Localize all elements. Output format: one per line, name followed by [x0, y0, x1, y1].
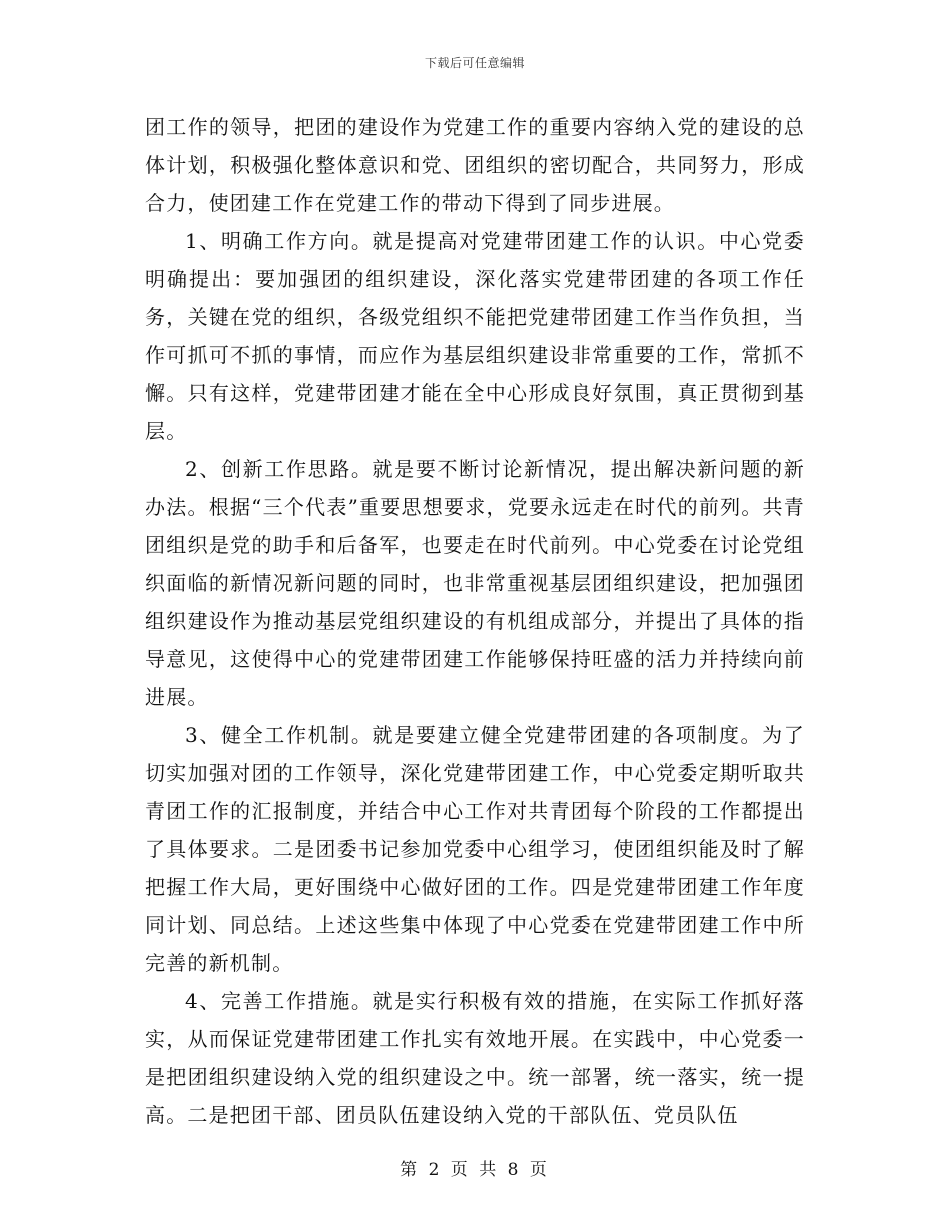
paragraph-work-direction: 1、明确工作方向。就是提高对党建带团建工作的认识。中心党委明确提出：要加强团的组织建设，深化落实党建带团建的各项工作任务，关键在党的组织，各级党组织不能把党建带团建工作当作负担，当作可抓可不抓的事情，而应作为基层组织建设非常重要的工作，常抓不懈。只有这样，党建带团建才能在全中心形成良好氛围，真正贯彻到基层。: [145, 229, 805, 443]
paragraph-work-mechanism: 3、健全工作机制。就是要建立健全党建带团建的各项制度。为了切实加强对团的工作领导，深化党建带团建工作，中心党委定期听取共青团工作的汇报制度，并结合中心工作对共青团每个阶段的工作都提出了具体要求。二是团委书记参加党委中心组学习，使团组织能及时了解把握工作大局，更好围绕中心做好团的工作。四是党建带团建工作年度同计划、同总结。上述这些集中体现了中心党委在党建带团建工作中所完善的新机制。: [145, 723, 805, 975]
page-number: 第 2 页 共 8 页: [400, 1160, 550, 1180]
paragraph-work-thinking: 2、创新工作思路。就是要不断讨论新情况，提出解决新问题的新办法。根据“三个代表”重要思想要求，党要永远走在时代的前列。共青团组织是党的助手和后备军，也要走在时代前列。中心党委在讨论党组织面临的新情况新问题的同时，也非常重视基层团组织建设，把加强团组织建设作为推动基层党组织建设的有机组成部分，并提出了具体的指导意见，这使得中心的党建带团建工作能够保持旺盛的活力并持续向前进展。: [145, 457, 805, 709]
document-body: [145, 108, 805, 1134]
paragraph-continuation: 团工作的领导，把团的建设作为党建工作的重要内容纳入党的建设的总体计划，积极强化整体意识和党、团组织的密切配合，共同努力，形成合力，使团建工作在党建工作的带动下得到了同步进展。: [145, 115, 805, 215]
paragraph-work-measures: 4、完善工作措施。就是实行积极有效的措施，在实际工作抓好落实，从而保证党建带团建工作扎实有效地开展。在实践中，中心党委一是把团组织建设纳入党的组织建设之中。统一部署，统一落实，统一提高。二是把团干部、团员队伍建设纳入党的干部队伍、党员队伍: [145, 989, 805, 1127]
page-header: 下载后可任意编辑: [424, 56, 525, 70]
